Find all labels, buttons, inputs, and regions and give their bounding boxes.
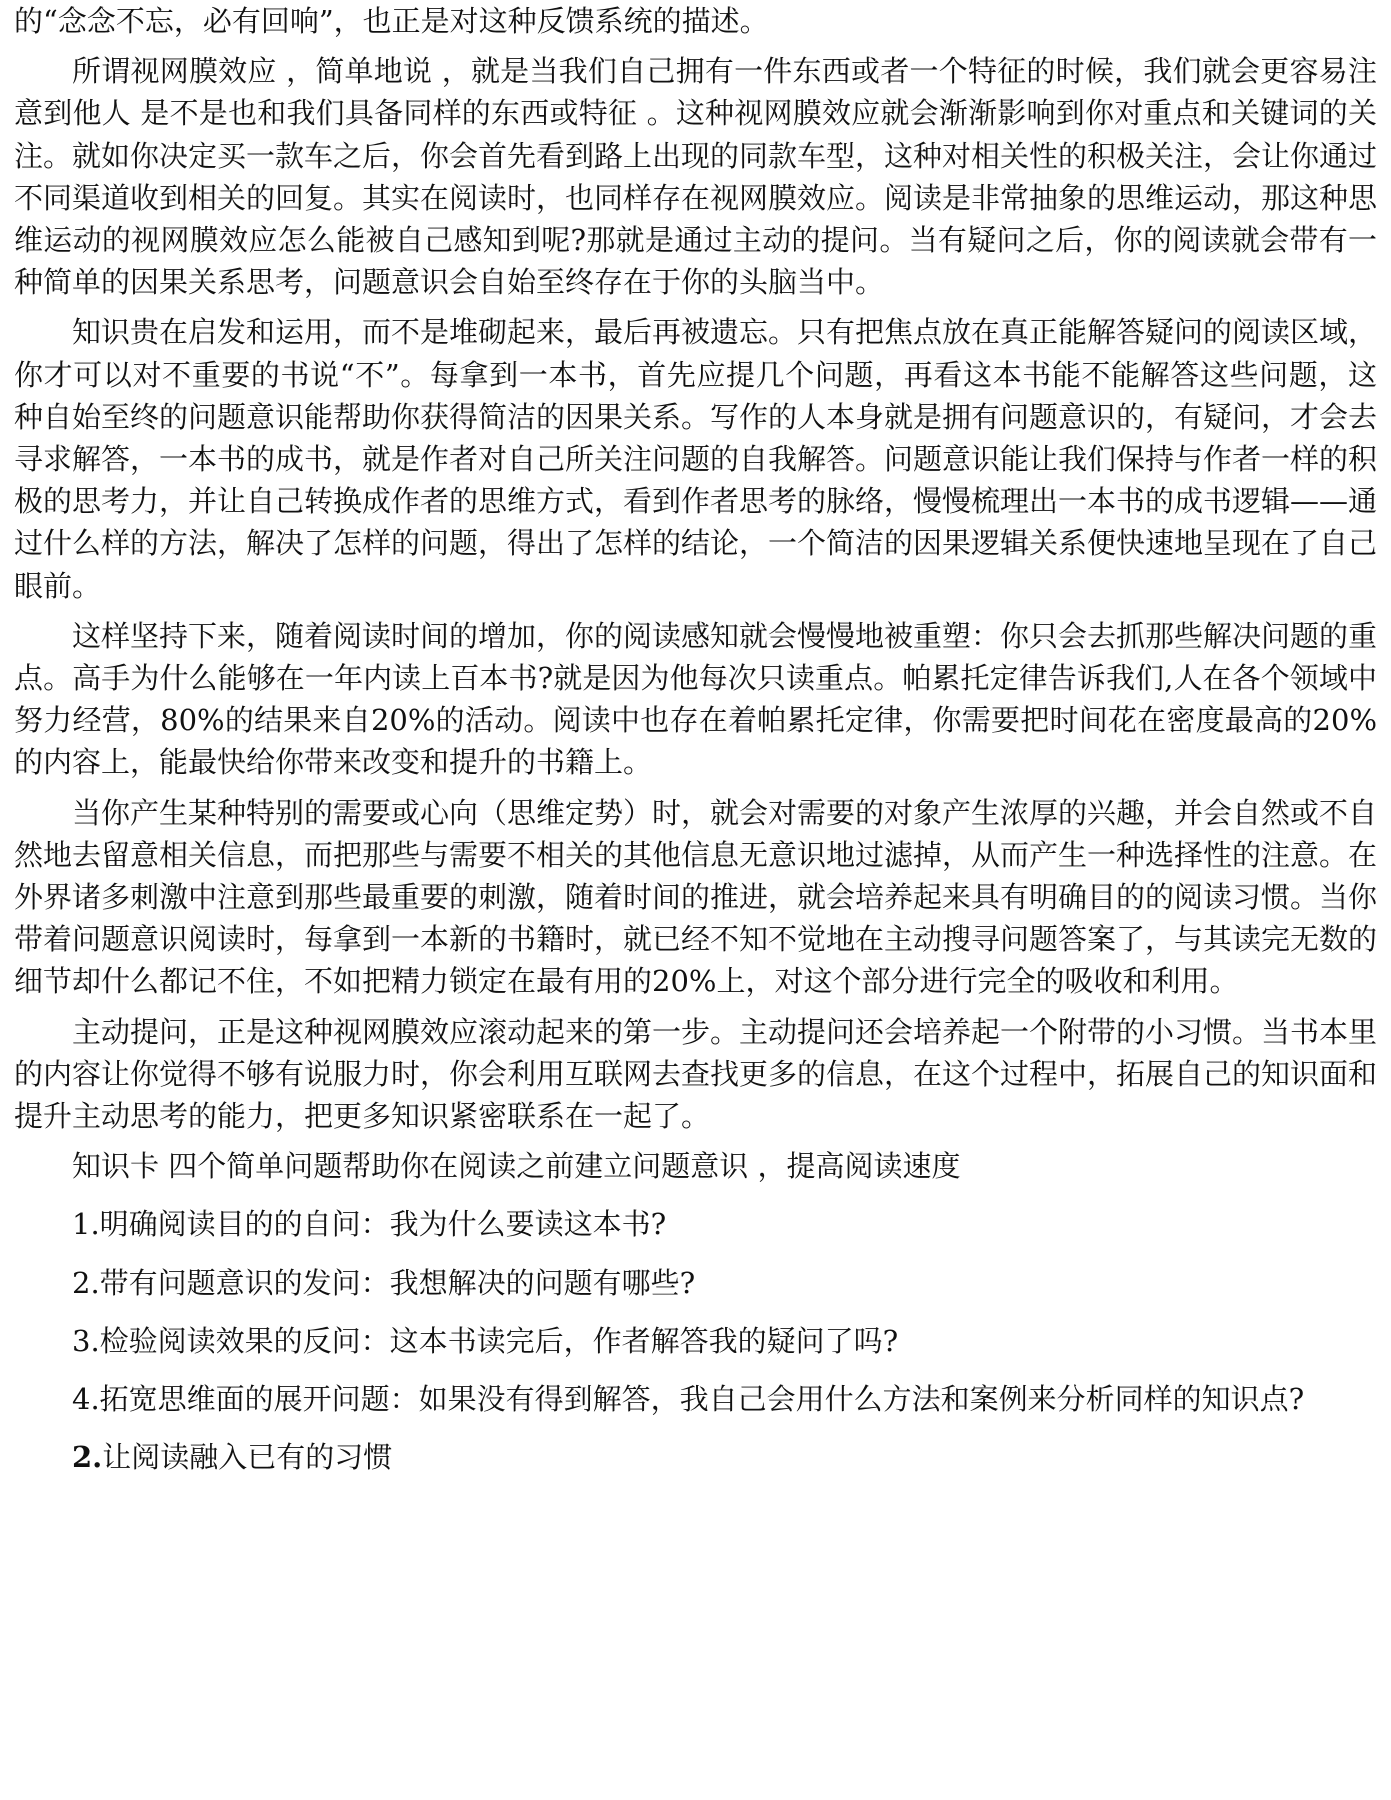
paragraph-pareto: 这样坚持下来，随着阅读时间的增加，你的阅读感知就会慢慢地被重塑：你只会去抓那些解决问题的重点。高手为什么能够在一年内读上百本书?就是因为他每次只读重点。帕累托定律告诉我们,人在各个领域中努力经营，80%的结果来自20%的活动。阅读中也存在着帕累托定律，你需要把时间花在密度最高的20%的内容上，能最快给你带来改变和提升的书籍上。 bbox=[14, 618, 1378, 780]
paragraph-retina-effect: 所谓视网膜效应 ，简单地说 ，就是当我们自己拥有一件东西或者一个特征的时候，我们就会更容易注意到他人 是不是也和我们具备同样的东西或特征 。这种视网膜效应就会渐渐影响到你对重点和关键词的关注。就如你决定买一款车之后，你会首先看到路上出现的同款车型，这种对相关性的积极关注，会让你通过不同渠道收到相关的回复。其实在阅读时，也同样存在视网膜效应。阅读是非常抽象的思维运动，那这种思维运动的视网膜效应怎么能被自己感知到呢?那就是通过主动的提问。当有疑问之后，你的阅读就会带有一种简单的因果关系思考，问题意识会自始至终存在于你的头脑当中。 bbox=[14, 54, 1378, 300]
paragraph-knowledge-application: 知识贵在启发和运用，而不是堆砌起来，最后再被遗忘。只有把焦点放在真正能解答疑问的阅读区域，你才可以对不重要的书说“不”。每拿到一本书，首先应提几个问题，再看这本书能不能解答这些问题，这种自始至终的问题意识能帮助你获得简洁的因果关系。写作的人本身就是拥有问题意识的，有疑问，才会去寻求解答，一本书的成书，就是作者对自己所关注问题的自我解答。问题意识能让我们保持与作者一样的积极的思考力，并让自己转换成作者的思维方式，看到作者思考的脉络，慢慢梳理出一本书的成书逻辑——通过什么样的方法，解决了怎样的问题，得出了怎样的结论，一个简洁的因果逻辑关系便快速地呈现在了自己眼前。 bbox=[14, 315, 1378, 603]
question-item-1: 1.明确阅读目的的自问：我为什么要读这本书? bbox=[72, 1207, 667, 1242]
paragraph-selective-attention: 当你产生某种特别的需要或心向（思维定势）时，就会对需要的对象产生浓厚的兴趣，并会自然或不自然地去留意相关信息，而把那些与需要不相关的其他信息无意识地过滤掉，从而产生一种选择性的注意。在外界诸多刺激中注意到那些最重要的刺激，随着时间的推进，就会培养起来具有明确目的的阅读习惯。当你带着问题意识阅读时，每拿到一本新的书籍时，就已经不知不觉地在主动搜寻问题答案了，与其读完无数的细节却什么都记不住，不如把精力锁定在最有用的20%上，对这个部分进行完全的吸收和利用。 bbox=[14, 795, 1378, 999]
paragraph-continuation: 的“念念不忘，必有回响”，也正是对这种反馈系统的描述。 bbox=[14, 4, 769, 38]
section-title: 让阅读融入已有的习惯 bbox=[102, 1440, 393, 1475]
section-heading bbox=[14, 1436, 1377, 1478]
question-item-3: 3.检验阅读效果的反问：这本书读完后，作者解答我的疑问了吗? bbox=[72, 1323, 899, 1358]
question-item-4: 4.拓宽思维面的展开问题：如果没有得到解答，我自己会用什么方法和案例来分析同样的知识点? bbox=[72, 1382, 1305, 1417]
question-item-2: 2.带有问题意识的发问：我想解决的问题有哪些? bbox=[72, 1265, 696, 1300]
knowledge-card-heading: 知识卡 四个简单问题帮助你在阅读之前建立问题意识 ，提高阅读速度 bbox=[72, 1149, 961, 1184]
paragraph-active-questioning: 主动提问，正是这种视网膜效应滚动起来的第一步。主动提问还会培养起一个附带的小习惯。当书本里的内容让你觉得不够有说服力时，你会利用互联网去查找更多的信息，在这个过程中，拓展自己的知识面和提升主动思考的能力，把更多知识紧密联系在一起了。 bbox=[14, 1014, 1378, 1134]
document-page bbox=[14, 0, 1377, 1487]
section-number: 2. bbox=[72, 1440, 103, 1475]
